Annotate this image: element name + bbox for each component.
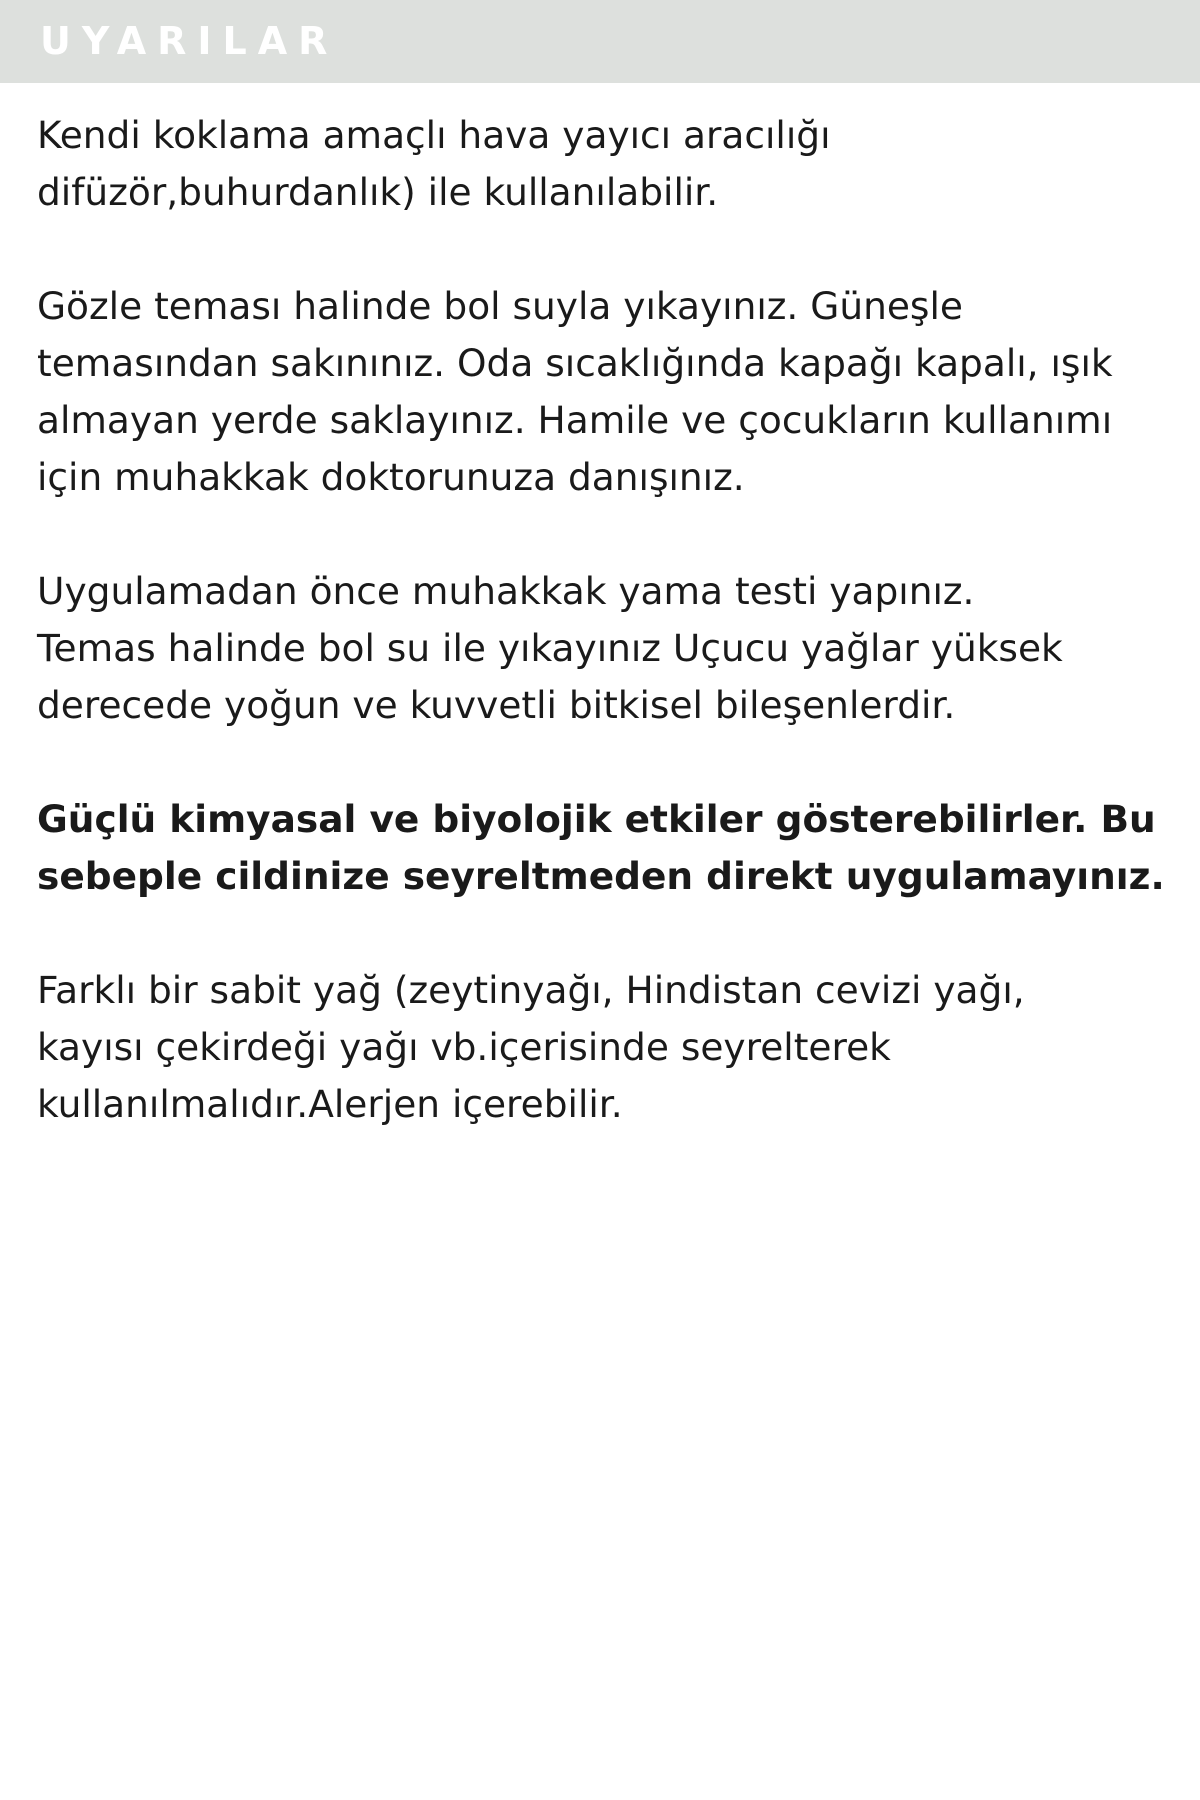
text-line: Temas halinde bol su ile yıkayınız Uçucu yağlar yüksek — [37, 626, 1063, 670]
warning-paragraph-safety — [37, 278, 1167, 506]
text-line: için muhakkak doktorunuza danışınız. — [37, 455, 745, 499]
text-line: Gözle teması halinde bol suyla yıkayınız. Güneşle — [37, 284, 963, 328]
text-line: difüzör,buhurdanlık) ile kullanılabilir. — [37, 170, 719, 214]
text-line: kayısı çekirdeği yağı vb.içerisinde seyrelterek — [37, 1025, 891, 1069]
text-line: derecede yoğun ve kuvvetli bitkisel bileşenlerdir. — [37, 683, 956, 727]
header-band — [0, 0, 1200, 83]
warning-paragraph-patch-test — [37, 563, 1167, 734]
text-line: kullanılmalıdır.Alerjen içerebilir. — [37, 1082, 623, 1126]
text-line: Kendi koklama amaçlı hava yayıcı aracılığı — [37, 113, 831, 157]
text-line: almayan yerde saklayınız. Hamile ve çocukların kullanımı — [37, 398, 1113, 442]
text-line: Uygulamadan önce muhakkak yama testi yapınız. — [37, 569, 975, 613]
warnings-content — [37, 107, 1167, 1190]
page-title: UYARILAR — [40, 19, 339, 63]
text-line: Farklı bir sabit yağ (zeytinyağı, Hindistan cevizi yağı, — [37, 968, 1025, 1012]
warning-paragraph-emphasis — [37, 791, 1167, 905]
text-line: Güçlü kimyasal ve biyolojik etkiler gösterebilirler. Bu — [37, 797, 1156, 841]
warning-paragraph-dilution — [37, 962, 1167, 1133]
text-line: temasından sakınınız. Oda sıcaklığında kapağı kapalı, ışık — [37, 341, 1113, 385]
text-line: sebeple cildinize seyreltmeden direkt uygulamayınız. — [37, 854, 1165, 898]
warning-paragraph-usage — [37, 107, 1167, 221]
